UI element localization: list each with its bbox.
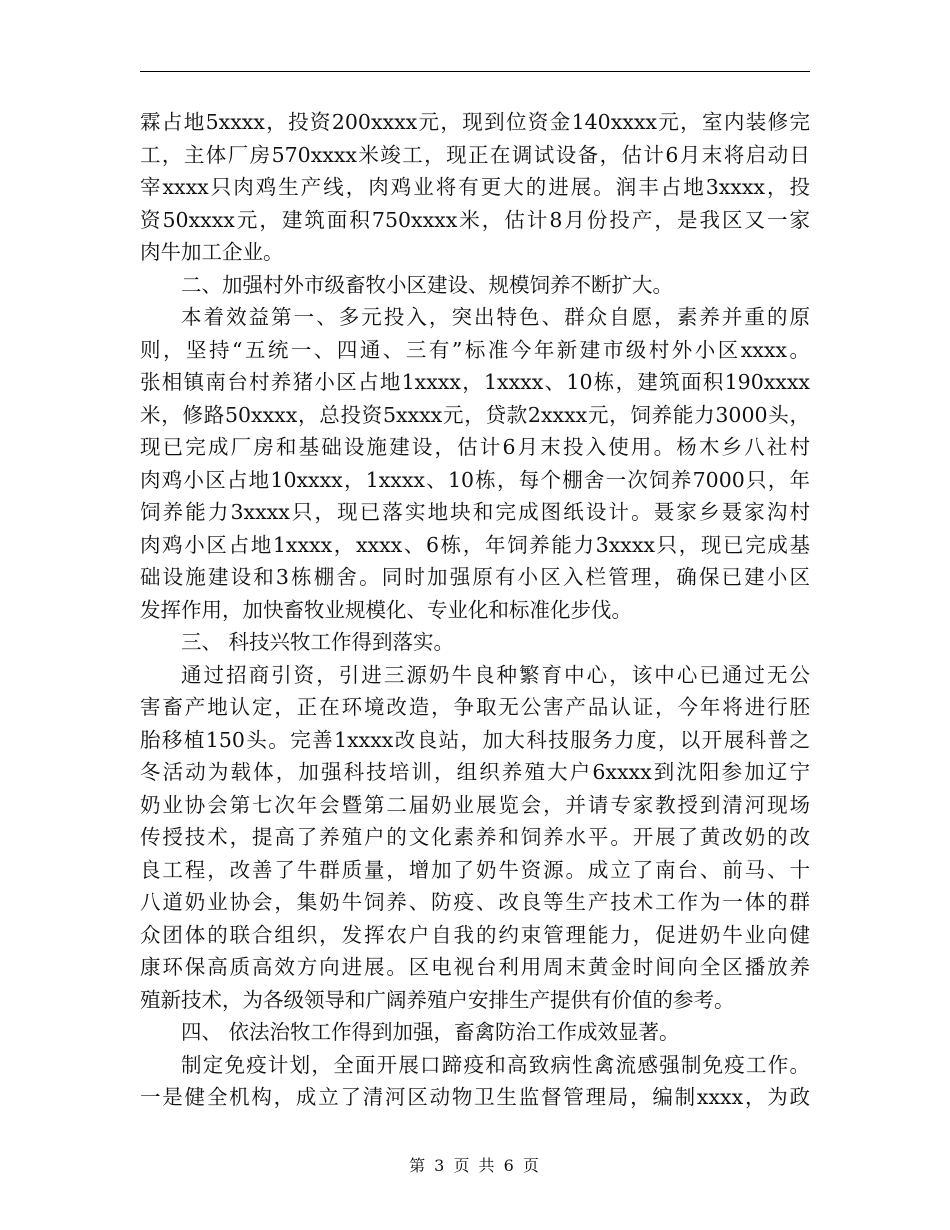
text-line: 则，坚持“五统一、四通、三有”标准今年新建市级村外小区xxxx。 [140, 337, 810, 362]
text-line: 资50xxxx元，建筑面积750xxxx米，估计8月份投产，是我区又一家 [140, 207, 810, 232]
text-line: 殖新技术，为各级领导和广阔养殖户安排生产提供有价值的参考。 [140, 987, 735, 1012]
text-line: 发挥作用，加快畜牧业规模化、专业化和标准化步伐。 [140, 597, 632, 622]
text-line: 通过招商引资，引进三源奶牛良种繁育中心，该中心已通过无公 [181, 662, 810, 687]
text-line: 三、 科技兴牧工作得到落实。 [181, 630, 455, 654]
text-line: 肉鸡小区占地1xxxx，xxxx、6栋，年饲养能力3xxxx只，现已完成基 [140, 532, 810, 557]
text-line: 米，修路50xxxx，总投资5xxxx元，贷款2xxxx元，饲养能力3000头， [140, 402, 810, 427]
text-line: 宰xxxx只肉鸡生产线，肉鸡业将有更大的进展。润丰占地3xxxx，投 [140, 175, 810, 199]
text-line: 制定免疫计划，全面开展口蹄疫和高致病性禽流感强制免疫工作。 [181, 1052, 810, 1077]
text-line: 众团体的联合组织，发挥农户自我的约束管理能力，促进奶牛业向健 [140, 922, 810, 947]
body-text [140, 106, 810, 1114]
text-line: 础设施建设和3栋棚舍。同时加强原有小区入栏管理，确保已建小区 [140, 565, 810, 589]
text-line: 传授技术，提高了养殖户的文化素养和饲养水平。开展了黄改奶的改 [140, 825, 810, 849]
text-line: 冬活动为载体，加强科技培训，组织养殖大户6xxxx到沈阳参加辽宁 [140, 760, 810, 784]
text-line: 肉牛加工企业。 [140, 240, 284, 264]
text-line: 八道奶业协会，集奶牛饲养、防疫、改良等生产技术工作为一体的群 [140, 890, 810, 914]
text-line: 本着效益第一、多元投入，突出特色、群众自愿，素养并重的原 [181, 305, 810, 329]
text-line: 肉鸡小区占地10xxxx，1xxxx、10栋，每个棚舍一次饲养7000只，年 [140, 467, 810, 492]
text-line: 一是健全机构，成立了清河区动物卫生监督管理局，编制xxxx，为政 [140, 1085, 810, 1109]
text-line: 张相镇南台村养猪小区占地1xxxx，1xxxx、10栋，建筑面积190xxxx [140, 370, 810, 394]
text-line: 康环保高质高效方向进展。区电视台利用周末黄金时间向全区播放养 [140, 955, 810, 979]
text-line: 二、加强村外市级畜牧小区建设、规模饲养不断扩大。 [181, 272, 673, 297]
text-line: 害畜产地认定，正在环境改造，争取无公害产品认证，今年将进行胚 [140, 695, 810, 719]
text-line: 工，主体厂房570xxxx米竣工，现正在调试设备，估计6月末将启动日 [140, 142, 810, 167]
text-line: 霖占地5xxxx，投资200xxxx元，现到位资金140xxxx元，室内装修完 [140, 110, 810, 134]
text-line: 现已完成厂房和基础设施建设，估计6月末投入使用。杨木乡八社村 [140, 435, 810, 459]
header-rule [140, 71, 810, 72]
text-line: 奶业协会第七次年会暨第二届奶业展览会，并请专家教授到清河现场 [140, 792, 810, 817]
text-line: 饲养能力3xxxx只，现已落实地块和完成图纸设计。聂家乡聂家沟村 [140, 500, 810, 524]
text-line: 良工程，改善了牛群质量，增加了奶牛资源。成立了南台、前马、十 [140, 857, 810, 882]
page-footer: 第 3 页 共 6 页 [409, 1156, 541, 1175]
text-line: 胎移植150头。完善1xxxx改良站，加大科技服务力度，以开展科普之 [140, 727, 810, 752]
text-line: 四、 依法治牧工作得到加强，畜禽防治工作成效显著。 [181, 1020, 680, 1044]
